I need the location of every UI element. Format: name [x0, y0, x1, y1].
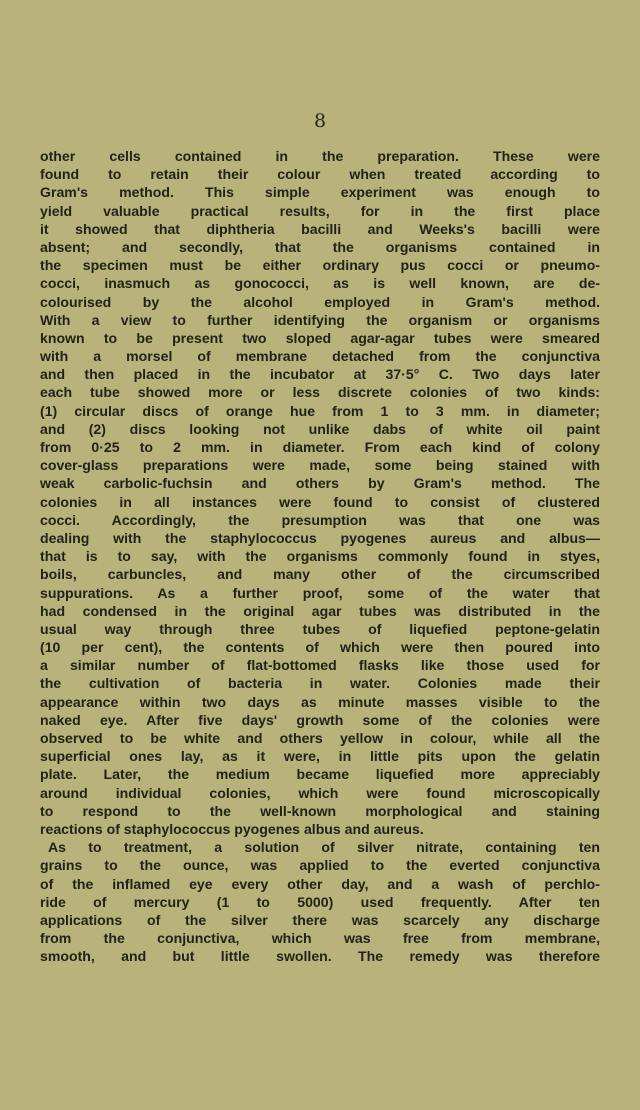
text-line: plate. Later, the medium became liquefied more appreciably — [40, 766, 600, 783]
body-text — [40, 147, 600, 965]
text-line: As to treatment, a solution of silver nitrate, containing ten — [48, 839, 600, 856]
text-line: applications of the silver there was scarcely any discharge — [40, 911, 600, 928]
text-line: (10 per cent), the contents of which were then poured into — [40, 639, 600, 656]
text-line: ride of mercury (1 to 5000) used frequently. After ten — [40, 893, 600, 910]
text-line: each tube showed more or less discrete colonies of two kinds: — [40, 384, 600, 401]
text-line: and (2) discs looking not unlike dabs of white oil paint — [40, 420, 600, 437]
text-line: and then placed in the incubator at 37·5° C. Two days later — [40, 366, 600, 383]
text-line: to respond to the well-known morphological and staining — [40, 802, 600, 819]
text-line: smooth, and but little swollen. The remedy was therefore — [40, 948, 600, 965]
text-line: cover-glass preparations were made, some being stained with — [40, 457, 600, 474]
text-line: (1) circular discs of orange hue from 1 to 3 mm. in diameter; — [40, 402, 600, 419]
text-line: Gram's method. This simple experiment was enough to — [40, 184, 600, 201]
text-line: With a view to further identifying the organism or organisms — [40, 311, 600, 328]
text-line: of the inflamed eye every other day, and a wash of perchlo- — [40, 875, 600, 892]
text-line: found to retain their colour when treated according to — [40, 166, 600, 183]
page-number: 8 — [313, 110, 327, 132]
text-line: boils, carbuncles, and many other of the circumscribed — [40, 566, 600, 583]
text-line: observed to be white and others yellow in colour, while all the — [40, 730, 600, 746]
text-line: had condensed in the original agar tubes was distributed in the — [40, 602, 600, 619]
text-line: the specimen must be either ordinary pus cocci or pneumo- — [40, 257, 600, 274]
text-line: the cultivation of bacteria in water. Colonies made their — [40, 675, 600, 692]
text-line: superficial ones lay, as it were, in little pits upon the gelatin — [40, 748, 600, 765]
text-line: appearance within two days as minute masses visible to the — [40, 693, 600, 710]
text-line: colonies in all instances were found to consist of clustered — [40, 493, 600, 510]
text-line: cocci. Accordingly, the presumption was that one was — [40, 511, 600, 528]
text-line: reactions of staphylococcus pyogenes albus and aureus. — [40, 820, 424, 837]
text-line: around individual colonies, which were found microscopically — [40, 784, 600, 801]
text-line: grains to the ounce, was applied to the everted conjunctiva — [40, 857, 600, 874]
text-line: cocci, inasmuch as gonococci, as is well known, are de- — [40, 275, 600, 292]
text-line: usual way through three tubes of liquefied peptone-gelatin — [40, 620, 600, 637]
text-line: suppurations. As a further proof, some of the water that — [40, 584, 600, 601]
text-line: weak carbolic-fuchsin and others by Gram's method. The — [40, 475, 600, 492]
text-line: known to be present two sloped agar-agar tubes were smeared — [40, 329, 600, 346]
text-line: a similar number of flat-bottomed flasks like those used for — [40, 657, 600, 674]
text-line: colourised by the alcohol employed in Gram's method. — [40, 293, 600, 310]
text-line: absent; and secondly, that the organisms contained in — [40, 238, 600, 255]
text-line: from the conjunctiva, which was free from membrane, — [40, 930, 600, 947]
text-line: with a morsel of membrane detached from the conjunctiva — [40, 348, 600, 365]
text-line: yield valuable practical results, for in the first place — [40, 202, 600, 219]
text-line: other cells contained in the preparation. These were — [40, 148, 600, 164]
text-line: it showed that diphtheria bacilli and Weeks's bacilli were — [40, 220, 600, 237]
text-line: naked eye. After five days' growth some of the colonies were — [40, 711, 600, 728]
text-line: dealing with the staphylococcus pyogenes aureus and albus— — [40, 529, 600, 546]
text-line: that is to say, with the organisms commonly found in styes, — [40, 548, 600, 565]
text-line: from 0·25 to 2 mm. in diameter. From each kind of colony — [40, 439, 600, 455]
